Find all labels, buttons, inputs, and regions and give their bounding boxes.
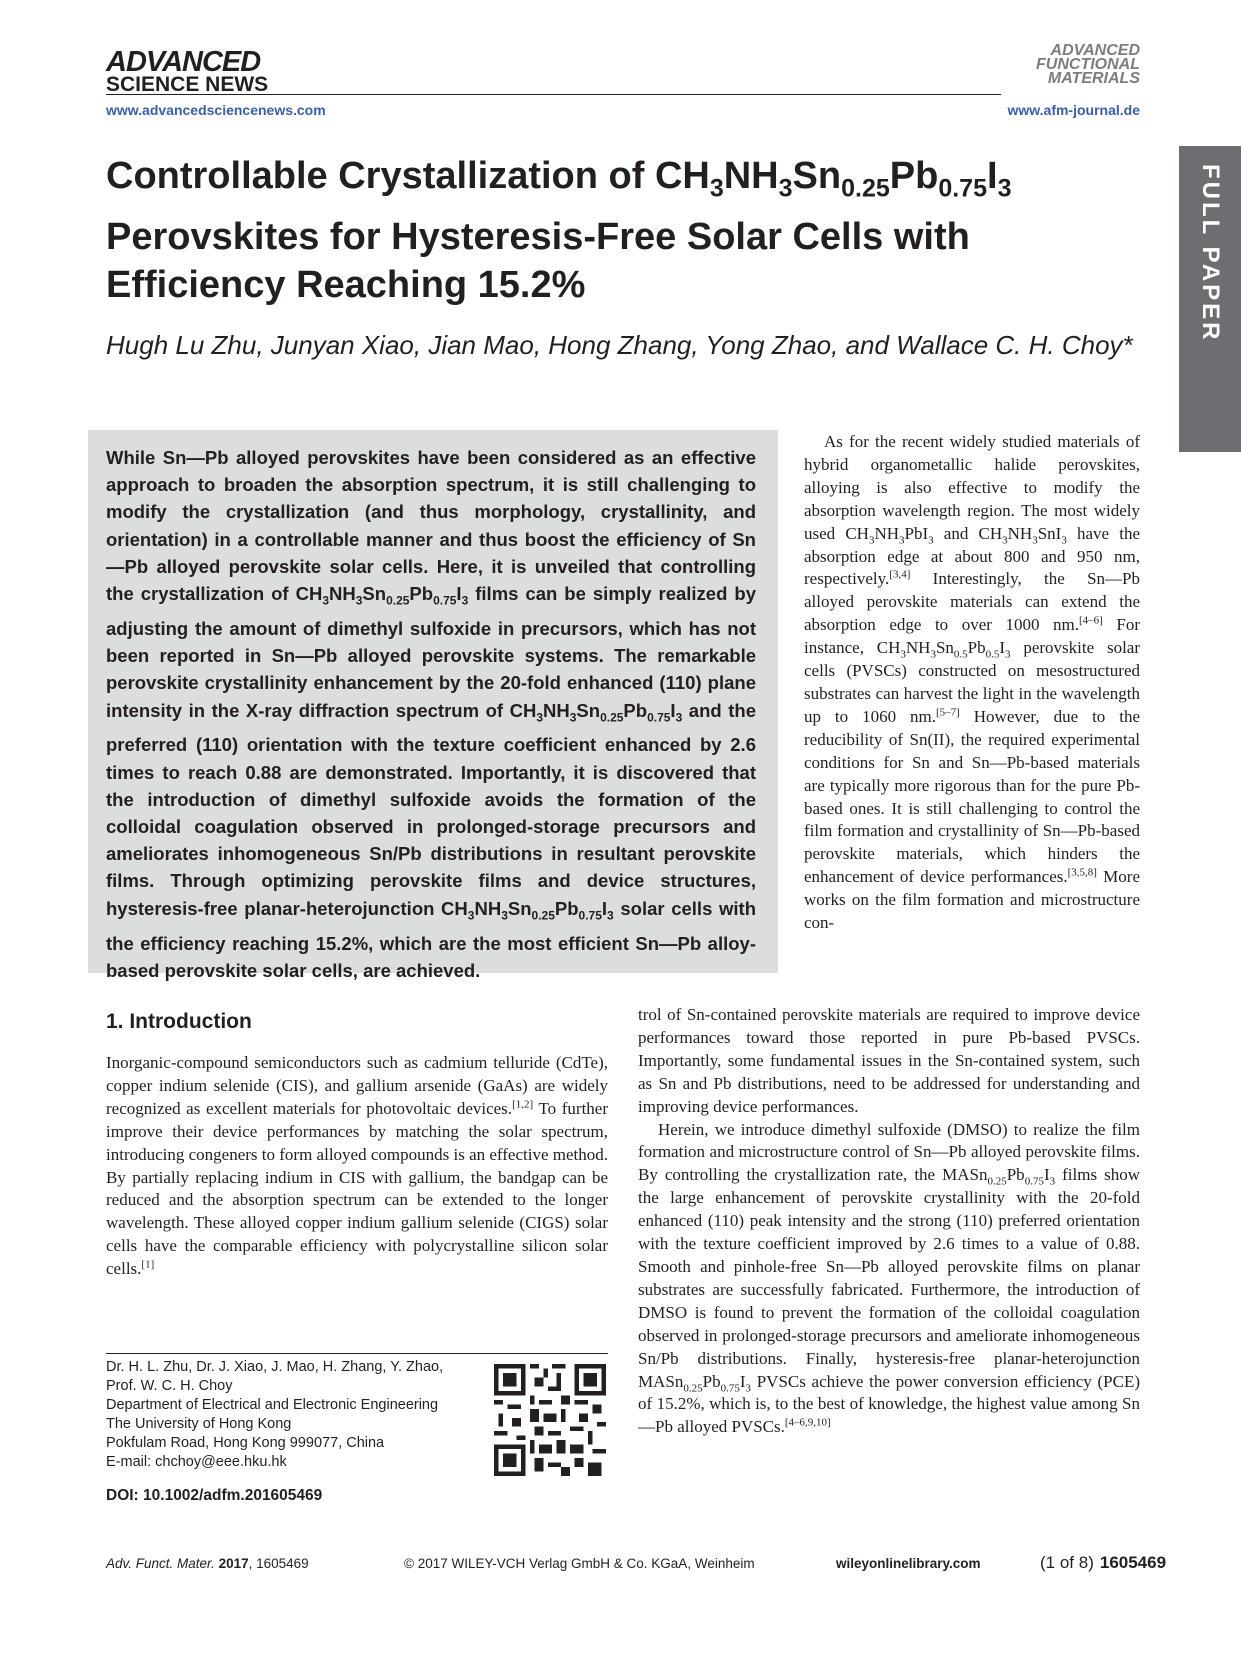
doi-link[interactable]: DOI: 10.1002/adfm.201605469 <box>106 1487 323 1504</box>
affiliation-line: Department of Electrical and Electronic Engineering <box>106 1397 439 1413</box>
citation[interactable]: [1] <box>141 1258 155 1271</box>
footer-wiley-link[interactable]: wileyonlinelibrary.com <box>836 1556 981 1571</box>
section-heading-introduction: 1. Introduction <box>106 1010 252 1033</box>
citation[interactable]: [4–6] <box>1079 614 1103 627</box>
footer-citation: Adv. Funct. Mater. 2017, 1605469 <box>106 1556 309 1571</box>
abstract-text: While Sn—Pb alloyed perovskites have been considered as an effective approach to broaden the absorption spectrum, it is still challenging to modify the crystallization (and thus morphology, crystallinity, and orientation) in a controllable manner and thus boost the efficiency of Sn—Pb alloyed perovskite solar cells. Here, it is unveiled that controlling the crystallization of $CH_3NH_3Sn_{0.25}Pb_{0.75}I_3$ films can be simply realized by adjusting the amount of dimethyl sulfoxide in precursors, which has not been reported in Sn—Pb alloyed perovskite systems. The remarkable perovskite crystallinity enhancement by the 20-fold enhanced (110) plane intensity in the X-ray diffraction spectrum of $CH_3NH_3Sn_{0.25}Pb_{0.75}I_3$ and the preferred (110) orientation with the texture coefficient enhanced by 2.6 times to reach 0.88 are demonstrated. Importantly, it is discovered that the introduction of dimethyl sulfoxide avoids the formation of the colloidal coagulation observed in prolonged-storage precursors and ameliorates inhomogeneous Sn/Pb distributions in resultant perovskite films. Through optimizing perovskite films and device structures, hysteresis-free planar-heterojunction $CH_3NH_3Sn_{0.25}Pb_{0.75}I_3$ solar cells with the efficiency reaching 15.2%, which are the most efficient Sn—Pb alloy-based perovskite solar cells, are achieved. <box>106 447 756 981</box>
qr-code-icon[interactable] <box>494 1364 606 1476</box>
introduction-text: Inorganic-compound semiconductors such as cadmium telluride (CdTe), copper indium selenide (CIS), and gallium arsenide (GaAs) are widely recognized as excellent materials for photovoltaic devices.[1,2] To further improve their device performances by matching the solar spectrum, introducing congeners to form alloyed compounds is an effective method. By partially replacing indium in CIS with gallium, the bandgap can be reduced and the absorption spectrum can be extended to the longer wavelength. These alloyed copper indium gallium selenide (CIGS) solar cells have the comparable efficiency with polycrystalline silicon solar cells.[1] <box>106 1053 608 1279</box>
footer-page-number: (1 of 8) 1605469 <box>1040 1553 1167 1572</box>
affiliation-rule <box>106 1353 608 1354</box>
citation[interactable]: [4–6,9,10] <box>784 1416 831 1429</box>
citation[interactable]: [3,4] <box>889 568 911 581</box>
body-text-right-bottom <box>638 1004 1140 1439</box>
citation[interactable]: [1,2] <box>512 1098 534 1111</box>
affiliation-block <box>106 1358 476 1472</box>
affiliation-line: The University of Hong Kong <box>106 1416 292 1432</box>
title-line-2: Perovskites for Hysteresis-Free Solar Cells with <box>106 215 970 258</box>
body-text-right-top: As for the recent widely studied materials of hybrid organometallic halide perovskites, alloying is also effective to modify the absorption wavelength region. The most widely used $CH_3NH_3PbI_3$ and $CH_3NH_3SnI_3$ have the absorption edge at about 800 and 950 nm, respectively.[3,4] Interestingly, the Sn—Pb alloyed perovskite materials can extend the absorption edge to over 1000 nm.[4–6] For instance, $CH_3NH_3Sn_{0.5}Pb_{0.5}I_3$ perovskite solar cells (PVSCs) constructed on mesostructured substrates can harvest the light in the wavelength up to 1060 nm.[5–7] However, due to the reducibility of Sn(II), the required experimental conditions for Sn and Sn—Pb-based materials are typically more rigorous than for the pure Pb-based ones. It is still challenging to control the film formation and crystallinity of Sn—Pb-based perovskite materials, which hinders the enhancement of device performances.[3,5,8] More works on the film formation and microstructure con- <box>804 432 1141 933</box>
affiliation-line: Prof. W. C. H. Choy <box>106 1378 233 1394</box>
header-rule <box>106 94 1001 95</box>
paragraph: trol of Sn-contained perovskite materials are required to improve device performances toward those reported in pure Pb-based PVSCs. Importantly, some fundamental issues in the Sn-contained system, such as Sn and Pb distributions, need to be addressed for understanding and improving device performances. <box>638 1005 1140 1116</box>
full-paper-tab <box>1179 146 1241 452</box>
citation[interactable]: [5–7] <box>936 706 960 719</box>
citation[interactable]: [3,5,8] <box>1067 866 1097 879</box>
afm-journal-logo <box>1036 44 1140 86</box>
footer-copyright: © 2017 WILEY-VCH Verlag GmbH & Co. KGaA, Weinheim <box>404 1556 755 1571</box>
author-list: Hugh Lu Zhu, Junyan Xiao, Jian Mao, Hong Zhang, Yong Zhao, and Wallace C. H. Choy* <box>106 330 1133 360</box>
affiliation-line: Pokfulam Road, Hong Kong 999077, China <box>106 1435 385 1451</box>
advanced-science-news-logo: ADVANCED <box>106 46 261 78</box>
afm-logo-line: ADVANCED <box>1050 42 1140 59</box>
affiliation-email[interactable]: E-mail: chchoy@eee.hku.hk <box>106 1454 287 1470</box>
paragraph: Herein, we introduce dimethyl sulfoxide (DMSO) to realize the film formation and microstructure control of Sn—Pb alloyed perovskite films. By controlling the crystallization rate, the $MASn_{0.25}Pb_{0.75}I_3$ films show the large enhancement of perovskite crystallinity with the 20-fold enhanced (110) peak intensity and the strong (110) preferred orientation with the texture coefficient improved by 2.6 times to a value of 0.88. Smooth and pinhole-free Sn—Pb alloyed perovskite films on planar substrates are successfully fabricated. Furthermore, the introduction of DMSO is found to prevent the formation of the colloidal coagulation observed in prolonged-storage precursors and ameliorate inhomogeneous Sn/Pb distributions. Finally, hysteresis-free planar-heterojunction $MASn_{0.25}Pb_{0.75}I_3$ PVSCs achieve the power conversion efficiency (PCE) of 15.2%, which is, to the best of knowledge, the highest value among Sn—Pb alloyed PVSCs.[4–6,9,10] <box>638 1119 1140 1437</box>
title-line-1: Controllable Crystallization of $CH_3NH_3Sn_{0.25}Pb_{0.75}I_3$ <box>106 155 1012 203</box>
advanced-science-news-url[interactable]: www.advancedsciencenews.com <box>106 102 326 118</box>
affiliation-line: Dr. H. L. Zhu, Dr. J. Xiao, J. Mao, H. Zhang, Y. Zhao, <box>106 1359 444 1375</box>
afm-journal-url[interactable]: www.afm-journal.de <box>1007 102 1140 118</box>
afm-logo-line: FUNCTIONAL <box>1036 56 1140 73</box>
afm-logo-line: MATERIALS <box>1047 70 1140 87</box>
title-line-3: Efficiency Reaching 15.2% <box>106 263 586 306</box>
advanced-science-news-logo-subtitle: SCIENCE NEWS <box>106 73 269 96</box>
full-paper-tab-label: FULL PAPER <box>1197 164 1224 343</box>
paper-title <box>106 152 1106 309</box>
